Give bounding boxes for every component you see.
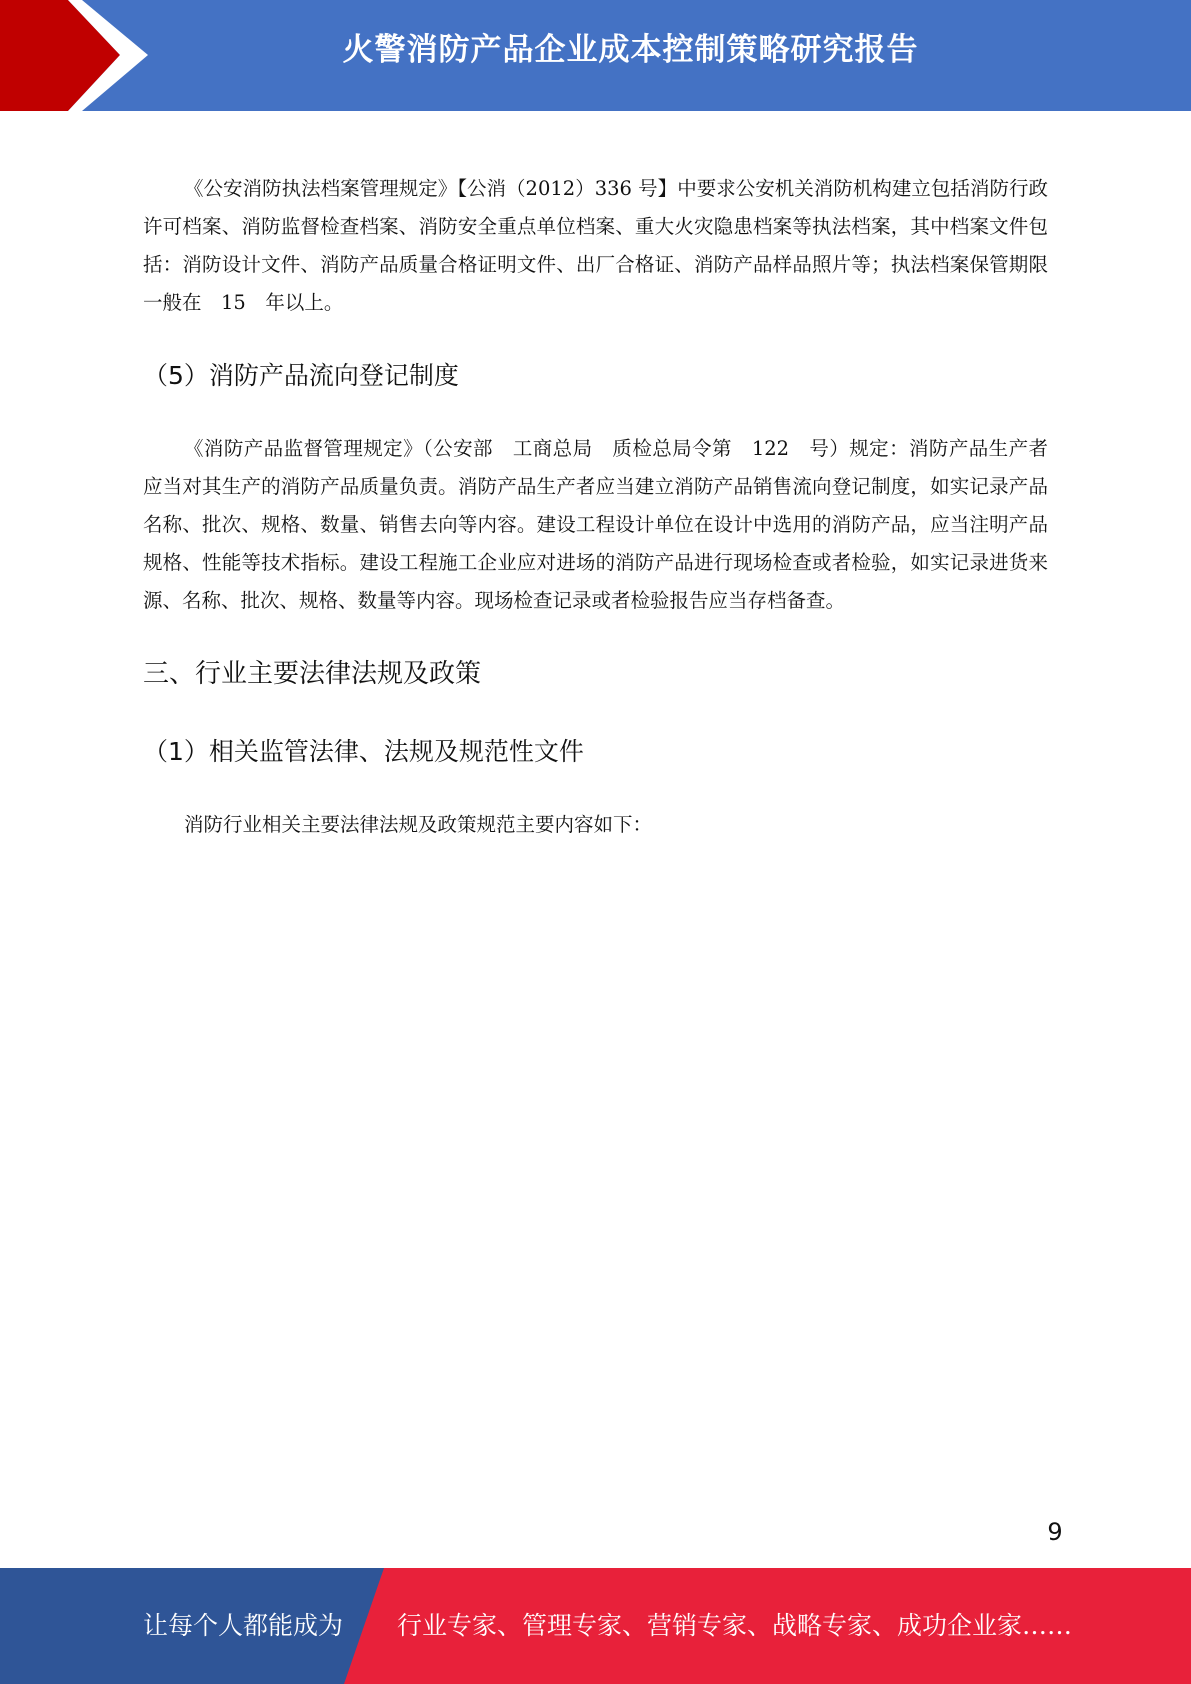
section-heading-laws-and-policies: 三、行业主要法律法规及政策 <box>143 659 482 689</box>
heading-regulatory-documents: （1）相关监管法律、法规及规范性文件 <box>143 737 584 766</box>
heading-product-flow-registration: （5）消防产品流向登记制度 <box>143 361 459 390</box>
paragraph-fire-archive-regulation: 《公安消防执法档案管理规定》【公消（2012）336 号】中要求公安机关消防机构建立包括消防行政许可档案、消防监督检查档案、消防安全重点单位档案、重大火灾隐患档案等执法档案，其中档案文件包括：消防设计文件、消防产品质量合格证明文件、出厂合格证、消防产品样品照片等；执法档案保管期限一般在 15 年以上。 <box>143 177 1048 314</box>
footer-slogan-right: 行业专家、管理专家、营销专家、战略专家、成功企业家…… <box>397 1611 1073 1640</box>
page-header <box>0 0 1191 111</box>
page-footer <box>0 1568 1191 1684</box>
paragraph-intro-laws-list: 消防行业相关主要法律法规及政策规范主要内容如下： <box>184 813 653 836</box>
report-title: 火警消防产品企业成本控制策略研究报告 <box>342 32 919 68</box>
paragraph-product-supervision-regulation: 《消防产品监督管理规定》（公安部 工商总局 质检总局令第 122 号）规定：消防产品生产者应当对其生产的消防产品质量负责。消防产品生产者应当建立消防产品销售流向登记制度，如实记录产品名称、批次、规格、数量、销售去向等内容。建设工程设计单位在设计中选用的消防产品，应当注明产品规格、性能等技术指标。建设工程施工企业应对进场的消防产品进行现场检查或者检验，如实记录进货来源、名称、批次、规格、数量等内容。现场检查记录或者检验报告应当存档备查。 <box>143 437 1048 612</box>
footer-slogan-left: 让每个人都能成为 <box>143 1611 344 1640</box>
page-number: 9 <box>1047 1518 1063 1546</box>
header-chevron-decoration <box>0 0 160 111</box>
document-body <box>143 170 1048 844</box>
